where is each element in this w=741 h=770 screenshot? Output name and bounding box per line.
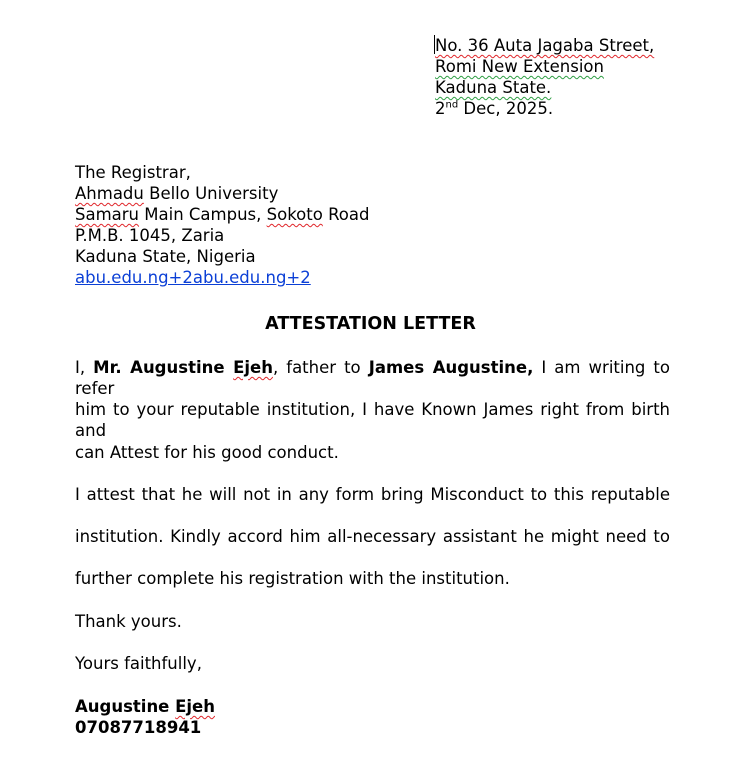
body-text: I am writing to refer — [75, 358, 670, 398]
sender-address-part: Kaduna State. — [435, 78, 552, 97]
thanks-line: Thank yours. — [75, 612, 182, 631]
signature-text: Ejeh — [175, 697, 215, 716]
letter-title: ATTESTATION LETTER — [265, 314, 476, 334]
sender-address-line3 — [435, 77, 551, 98]
sender-address-line2 — [435, 56, 604, 77]
body-line: further complete his registration with the institution. — [75, 569, 510, 588]
signature-name — [75, 696, 215, 717]
recipient-text: Main Campus, — [139, 205, 267, 224]
date-rest: Dec, 2025. — [458, 99, 554, 118]
signature-text: Augustine — [75, 697, 176, 716]
recipient-text: Bello University — [143, 184, 279, 203]
sender-address-part: Romi New Extension — [435, 57, 604, 76]
recipient-line3 — [75, 204, 369, 225]
sender-address-part: No. 36 Auta Jagaba Street, — [435, 36, 655, 55]
body-line: can Attest for his good conduct. — [75, 443, 339, 462]
son-name: James Augustine, — [368, 358, 534, 377]
letter-date — [435, 98, 553, 119]
date-day: 2 — [435, 99, 446, 118]
body-text: , father to — [272, 358, 369, 377]
recipient-line4: P.M.B. 1045, Zaria — [75, 226, 225, 245]
closing-line: Yours faithfully, — [75, 654, 202, 673]
recipient-line5: Kaduna State, Nigeria — [75, 247, 256, 266]
father-surname: Ejeh — [233, 358, 273, 377]
recipient-line1: The Registrar, — [75, 163, 191, 182]
sender-address-line1 — [435, 35, 654, 56]
recipient-text: Samaru — [75, 205, 140, 224]
body-text: I, — [75, 358, 94, 377]
recipient-text: Sokoto — [266, 205, 323, 224]
signature-phone: 07087718941 — [75, 718, 202, 737]
date-suffix: nd — [445, 99, 459, 111]
body-line: institution. Kindly accord him all-necessary assistant he might need to — [75, 527, 670, 546]
body-line: him to your reputable institution, I have Known James right from birth and — [75, 400, 670, 440]
recipient-line2 — [75, 183, 278, 204]
recipient-text: Road — [322, 205, 370, 224]
body-line — [75, 357, 670, 399]
recipient-text: Ahmadu — [75, 184, 144, 203]
father-name: Mr. Augustine — [93, 358, 234, 377]
university-link[interactable]: abu.edu.ng+2abu.edu.ng+2 — [75, 268, 311, 287]
body-line: I attest that he will not in any form bring Misconduct to this reputable — [75, 485, 670, 504]
